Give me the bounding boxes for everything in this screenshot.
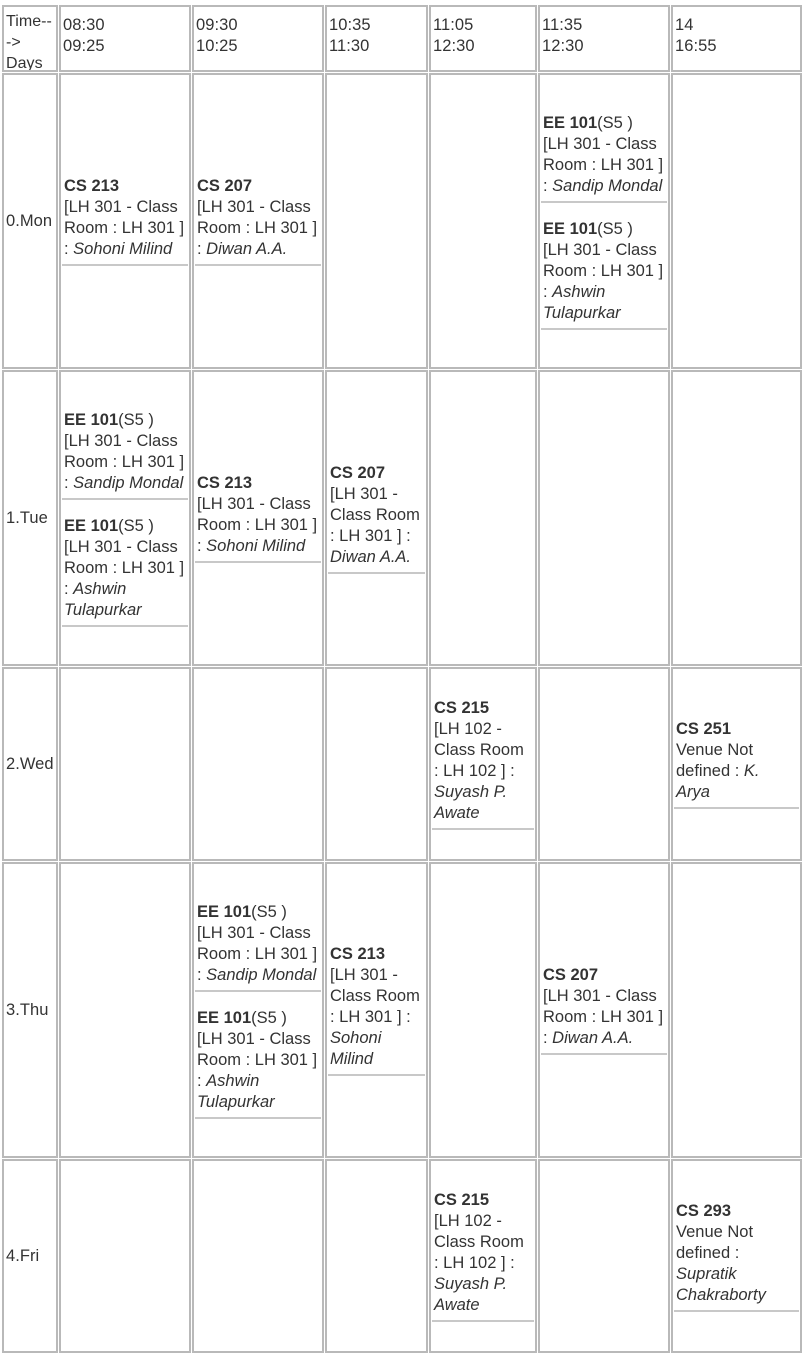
- course-code: CS 213: [330, 945, 386, 963]
- instructor-prefix: defined :: [676, 762, 744, 780]
- time-slot-text: [431, 15, 535, 57]
- corner-header-line: ->: [6, 34, 21, 51]
- instructor-name: Diwan A.A.: [206, 240, 288, 258]
- schedule-cell-inner: [540, 669, 668, 859]
- instructor-name: Chakraborty: [676, 1285, 766, 1304]
- course-section: (S5 ): [597, 219, 633, 238]
- instructor-line: [543, 303, 665, 324]
- instructor-name: Sohoni: [330, 1029, 382, 1047]
- instructor-name: Tulapurkar: [64, 600, 142, 619]
- schedule-cell: [325, 862, 428, 1158]
- course-code: CS 215: [434, 699, 490, 717]
- course-section: (S5 ): [118, 410, 154, 429]
- day-label: 3.Thu: [6, 1000, 49, 1019]
- venue-line: [LH 301 - Class: [64, 431, 178, 450]
- time-slot-start: 09:30: [196, 16, 238, 34]
- instructor-line: [64, 579, 186, 600]
- venue-line: Room : LH 301 ]: [64, 558, 185, 577]
- class-entry: [541, 219, 667, 330]
- class-entry: [674, 719, 799, 809]
- instructor-prefix: :: [543, 176, 553, 195]
- day-label-cell-inner: [4, 372, 56, 664]
- schedule-cell: [538, 73, 670, 369]
- instructor-name: Suyash P.: [434, 1275, 508, 1293]
- schedule-cell-inner: [540, 1161, 668, 1351]
- instructor-line: [543, 1028, 665, 1049]
- instructor-name: Tulapurkar: [543, 303, 621, 322]
- venue-line: Room : LH 301 ]: [64, 452, 185, 471]
- instructor-line: [434, 782, 532, 803]
- time-slot-text: [194, 15, 322, 57]
- day-label: 0.Mon: [6, 211, 53, 230]
- course-line: [676, 1201, 797, 1222]
- schedule-cell-inner: [673, 669, 800, 859]
- instructor-line: [434, 1295, 532, 1316]
- schedule-cell: [429, 73, 537, 369]
- class-entry: [62, 516, 188, 627]
- instructor-line: [197, 965, 319, 986]
- time-slot-header-inner: [327, 7, 426, 70]
- schedule-cell-inner: [540, 864, 668, 1156]
- instructor-line: [434, 803, 532, 824]
- day-label-cell-inner: [4, 1161, 56, 1351]
- instructor-name: K.: [743, 762, 760, 780]
- course-line: [434, 1190, 532, 1211]
- venue-line: [LH 301 - Class: [197, 495, 311, 513]
- schedule-cell: [538, 370, 670, 666]
- course-code: CS 213: [64, 177, 120, 195]
- day-label: 1.Tue: [6, 508, 48, 527]
- instructor-line: [676, 782, 797, 803]
- time-slot-end: 10:25: [196, 37, 238, 55]
- day-label-cell: [2, 667, 58, 861]
- day-label-cell: [2, 1159, 58, 1353]
- instructor-line: [330, 1028, 423, 1049]
- schedule-cell-inner: [673, 75, 800, 367]
- venue-line: defined :: [676, 1243, 740, 1262]
- schedule-cell-inner: [61, 372, 189, 664]
- instructor-line: [64, 239, 186, 260]
- venue-line: [LH 301 - Class: [543, 987, 657, 1005]
- instructor-name: Awate: [434, 1296, 480, 1314]
- course-line: [330, 463, 423, 484]
- venue-line: Room : LH 301 ]: [197, 944, 318, 963]
- class-entry: [541, 113, 667, 203]
- schedule-cell: [429, 1159, 537, 1353]
- instructor-name: Sandip Mondal: [552, 176, 663, 195]
- day-label-cell-inner: [4, 75, 56, 367]
- time-slot-end: 12:30: [542, 37, 584, 55]
- course-line: [543, 113, 665, 134]
- venue-line: [LH 301 - Class: [197, 923, 311, 942]
- venue-line: Class Room: [434, 1233, 524, 1251]
- instructor-prefix: :: [64, 579, 74, 598]
- venue-line: [LH 102 -: [434, 720, 502, 738]
- time-slot-text: [61, 15, 189, 57]
- venue-line: [LH 301 -: [330, 966, 398, 984]
- venue-line: Class Room: [330, 505, 420, 524]
- schedule-cell-inner: [327, 864, 426, 1156]
- time-slot-header-inner: [540, 7, 668, 70]
- day-label-cell: [2, 370, 58, 666]
- time-slot-start: 11:05: [433, 16, 474, 34]
- schedule-cell: [192, 370, 324, 666]
- instructor-name: Sohoni Milind: [206, 537, 306, 555]
- schedule-cell: [59, 862, 191, 1158]
- instructor-name: Sandip Mondal: [73, 473, 184, 492]
- instructor-line: [197, 1092, 319, 1113]
- venue-line: [LH 301 - Class: [543, 240, 657, 259]
- time-slot-header: [671, 5, 802, 72]
- venue-line: [LH 301 -: [330, 484, 398, 503]
- course-code: CS 213: [197, 474, 253, 492]
- course-line: [64, 176, 186, 197]
- schedule-cell: [59, 667, 191, 861]
- course-line: [434, 698, 532, 719]
- instructor-prefix: :: [543, 282, 553, 301]
- venue-line: Venue Not: [676, 741, 754, 759]
- venue-line: : LH 102 ] :: [434, 762, 515, 780]
- time-slot-end: 16:55: [675, 37, 717, 55]
- schedule-cell: [325, 667, 428, 861]
- instructor-name: Tulapurkar: [197, 1092, 275, 1111]
- time-slot-header: [192, 5, 324, 72]
- course-code: CS 251: [676, 720, 732, 738]
- day-label-cell-inner: [4, 669, 56, 859]
- instructor-prefix: :: [64, 473, 74, 492]
- venue-line: : LH 102 ] :: [434, 1254, 515, 1272]
- class-entry: [195, 176, 321, 266]
- schedule-cell-inner: [194, 669, 322, 859]
- instructor-line: [434, 1274, 532, 1295]
- course-section: (S5 ): [597, 113, 633, 132]
- class-entry: [195, 902, 321, 992]
- instructor-line: [543, 176, 665, 197]
- corner-header-line: Days: [6, 55, 43, 72]
- day-label-cell: [2, 73, 58, 369]
- schedule-cell: [538, 667, 670, 861]
- time-slot-end: 09:25: [63, 37, 105, 55]
- instructor-prefix: :: [197, 240, 207, 258]
- time-slot-header: [59, 5, 191, 72]
- instructor-name: Arya: [676, 783, 710, 801]
- instructor-line: [64, 600, 186, 621]
- instructor-name: Awate: [434, 804, 480, 822]
- schedule-cell-inner: [327, 372, 426, 664]
- time-slot-header-inner: [673, 7, 800, 70]
- schedule-cell: [59, 370, 191, 666]
- schedule-cell-inner: [194, 372, 322, 664]
- venue-line: [LH 301 - Class: [543, 134, 657, 153]
- venue-line: Venue Not: [676, 1222, 754, 1241]
- venue-line: Room : LH 301 ]: [64, 219, 185, 237]
- schedule-cell: [671, 370, 802, 666]
- schedule-cell-inner: [540, 372, 668, 664]
- course-line: [543, 219, 665, 240]
- schedule-cell: [429, 862, 537, 1158]
- class-entry: [432, 1190, 534, 1322]
- class-entry: [195, 1008, 321, 1119]
- time-slot-start: 14: [675, 16, 694, 34]
- course-code: EE 101: [543, 113, 598, 132]
- corner-header-cell: [2, 5, 58, 72]
- venue-line: Room : LH 301 ]: [543, 1008, 664, 1026]
- course-section: (S5 ): [118, 516, 154, 535]
- day-label: 2.Wed: [6, 754, 54, 773]
- schedule-cell-inner: [327, 669, 426, 859]
- time-slot-header-inner: [431, 7, 535, 70]
- time-slot-end: 11:30: [329, 37, 370, 55]
- instructor-name: Diwan A.A.: [330, 547, 412, 566]
- day-label-cell-inner: [4, 864, 56, 1156]
- schedule-cell-inner: [327, 1161, 426, 1351]
- schedule-cell-inner: [61, 75, 189, 367]
- class-entry: [541, 965, 667, 1055]
- instructor-prefix: :: [197, 1071, 207, 1090]
- instructor-line: [330, 1049, 423, 1070]
- course-line: [197, 1008, 319, 1029]
- class-entry: [62, 176, 188, 266]
- time-slot-text: [673, 15, 800, 57]
- instructor-name: Diwan A.A.: [552, 1029, 634, 1047]
- schedule-cell: [429, 370, 537, 666]
- instructor-line: [676, 761, 797, 782]
- instructor-line: [676, 1264, 797, 1285]
- schedule-cell: [538, 862, 670, 1158]
- instructor-name: Sohoni Milind: [73, 240, 173, 258]
- schedule-cell-inner: [194, 864, 322, 1156]
- schedule-cell-inner: [61, 864, 189, 1156]
- course-code: EE 101: [64, 410, 119, 429]
- course-line: [330, 944, 423, 965]
- course-code: EE 101: [197, 902, 252, 921]
- venue-line: : LH 301 ] :: [330, 1008, 411, 1026]
- course-code: EE 101: [197, 1008, 252, 1027]
- venue-line: Room : LH 301 ]: [543, 155, 664, 174]
- course-line: [64, 410, 186, 431]
- day-label-cell: [2, 862, 58, 1158]
- time-slot-header: [429, 5, 537, 72]
- instructor-name: Milind: [330, 1050, 374, 1068]
- venue-line: Room : LH 301 ]: [197, 1050, 318, 1069]
- course-line: [676, 719, 797, 740]
- venue-line: [LH 102 -: [434, 1212, 502, 1230]
- venue-line: Class Room: [330, 987, 420, 1005]
- schedule-cell-inner: [431, 864, 535, 1156]
- course-code: EE 101: [64, 516, 119, 535]
- class-entry: [674, 1201, 799, 1312]
- time-slot-header: [538, 5, 670, 72]
- schedule-cell-inner: [194, 75, 322, 367]
- schedule-cell: [192, 1159, 324, 1353]
- instructor-name: Ashwin: [552, 282, 606, 301]
- instructor-name: Sandip Mondal: [206, 965, 317, 984]
- course-line: [197, 473, 319, 494]
- class-entry: [195, 473, 321, 563]
- class-entry: [432, 698, 534, 830]
- course-code: CS 207: [330, 463, 386, 482]
- schedule-cell: [538, 1159, 670, 1353]
- course-line: [543, 965, 665, 986]
- instructor-line: [197, 536, 319, 557]
- instructor-name: Supratik: [676, 1264, 737, 1283]
- course-line: [197, 902, 319, 923]
- schedule-cell-inner: [327, 75, 426, 367]
- instructor-line: [676, 1285, 797, 1306]
- time-slot-header-inner: [61, 7, 189, 70]
- venue-line: [LH 301 - Class: [197, 1029, 311, 1048]
- instructor-prefix: :: [197, 537, 207, 555]
- schedule-cell: [325, 73, 428, 369]
- course-line: [64, 516, 186, 537]
- venue-line: Room : LH 301 ]: [543, 261, 664, 280]
- schedule-cell-inner: [61, 1161, 189, 1351]
- schedule-cell-inner: [431, 1161, 535, 1351]
- instructor-prefix: :: [64, 240, 74, 258]
- schedule-cell-inner: [431, 372, 535, 664]
- schedule-cell-inner: [194, 1161, 322, 1351]
- course-line: [197, 176, 319, 197]
- course-section: (S5 ): [251, 1008, 287, 1027]
- instructor-line: [197, 239, 319, 260]
- time-slot-text: [327, 15, 426, 57]
- schedule-cell-inner: [673, 372, 800, 664]
- schedule-cell: [671, 1159, 802, 1353]
- schedule-cell: [59, 1159, 191, 1353]
- venue-line: Room : LH 301 ]: [197, 516, 318, 534]
- schedule-cell-inner: [61, 669, 189, 859]
- instructor-line: [543, 282, 665, 303]
- schedule-cell: [192, 73, 324, 369]
- instructor-prefix: :: [197, 965, 207, 984]
- schedule-cell-inner: [673, 864, 800, 1156]
- time-slot-start: 08:30: [63, 16, 105, 34]
- instructor-prefix: :: [543, 1029, 553, 1047]
- instructor-line: [64, 473, 186, 494]
- schedule-cell: [671, 73, 802, 369]
- venue-line: Room : LH 301 ]: [197, 219, 318, 237]
- time-slot-text: [540, 15, 668, 57]
- schedule-cell-inner: [431, 669, 535, 859]
- venue-line: [LH 301 - Class: [197, 198, 311, 216]
- schedule-cell: [192, 862, 324, 1158]
- class-entry: [62, 410, 188, 500]
- venue-line: [LH 301 - Class: [64, 198, 178, 216]
- venue-line: : LH 301 ] :: [330, 526, 411, 545]
- day-label: 4.Fri: [6, 1246, 40, 1265]
- venue-line: [LH 301 - Class: [64, 537, 178, 556]
- schedule-cell: [59, 73, 191, 369]
- instructor-name: Suyash P.: [434, 783, 508, 801]
- schedule-cell-inner: [673, 1161, 800, 1351]
- instructor-name: Ashwin: [206, 1071, 260, 1090]
- class-entry: [328, 463, 425, 574]
- course-code: CS 207: [543, 966, 599, 984]
- schedule-cell: [325, 1159, 428, 1353]
- schedule-cell: [671, 862, 802, 1158]
- instructor-line: [197, 1071, 319, 1092]
- time-slot-header: [325, 5, 428, 72]
- venue-line: Class Room: [434, 741, 524, 759]
- course-section: (S5 ): [251, 902, 287, 921]
- course-code: CS 207: [197, 177, 253, 195]
- instructor-line: [330, 547, 423, 568]
- instructor-name: Ashwin: [73, 579, 127, 598]
- time-slot-end: 12:30: [433, 37, 475, 55]
- schedule-cell: [192, 667, 324, 861]
- corner-header-line: Time--: [6, 13, 52, 30]
- course-code: EE 101: [543, 219, 598, 238]
- schedule-cell-inner: [431, 75, 535, 367]
- schedule-cell-inner: [540, 75, 668, 367]
- time-slot-start: 11:35: [542, 16, 583, 34]
- schedule-cell: [429, 667, 537, 861]
- time-slot-header-inner: [194, 7, 322, 70]
- schedule-cell: [325, 370, 428, 666]
- schedule-cell: [671, 667, 802, 861]
- course-code: CS 293: [676, 1201, 732, 1220]
- class-entry: [328, 944, 425, 1076]
- course-code: CS 215: [434, 1191, 490, 1209]
- time-slot-start: 10:35: [329, 16, 371, 34]
